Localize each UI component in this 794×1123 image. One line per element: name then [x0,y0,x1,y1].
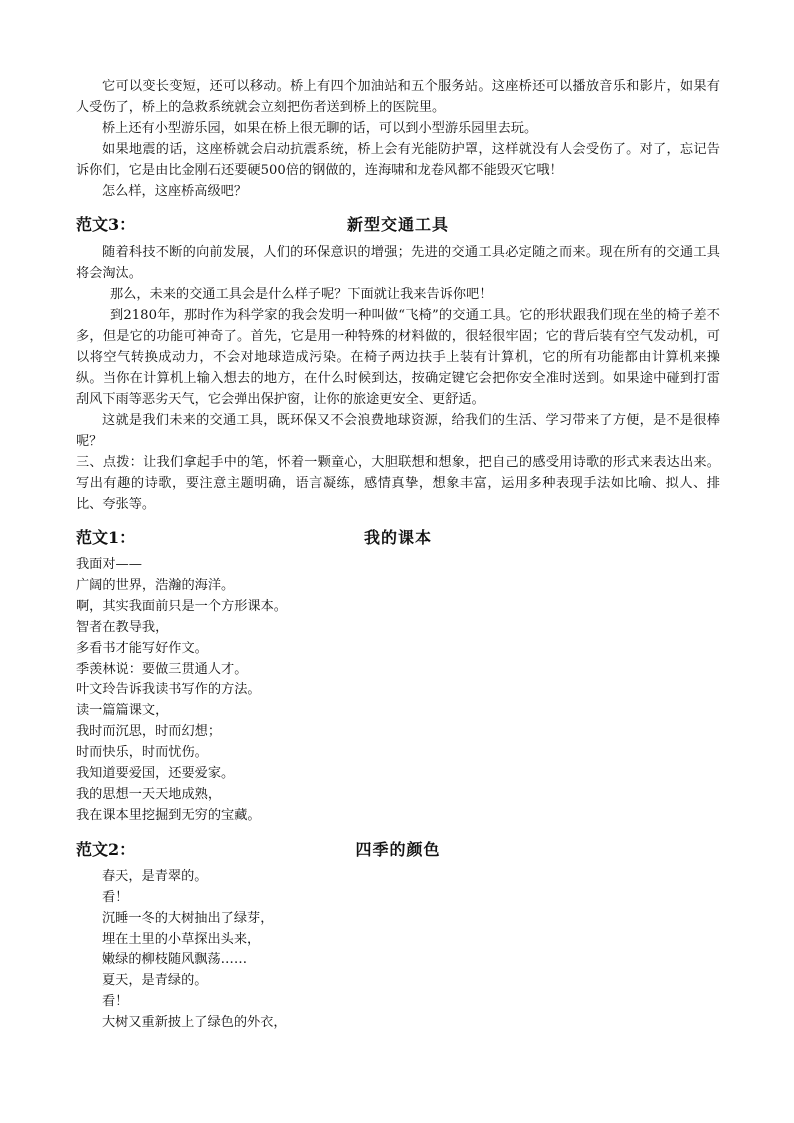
section-heading [76,523,720,551]
poem-line: 多看书才能写好作文。 [76,640,208,656]
intro-paragraph: 如果地震的话，这座桥就会启动抗震系统，桥上会有光能防护罩，这样就没有人会受伤了。对了，忘记告诉你们，它是由比金刚石还要硬500倍的钢做的，连海啸和龙卷风都不能毁灭它哦！ [76,142,720,178]
section-title: 四季的颜色 [355,839,441,859]
poem-line: 啊，其实我面前只是一个方形课本。 [76,598,287,614]
poem-line: 时而快乐，时而忧伤。 [76,745,208,761]
poem-line: 季羡林说：要做三贯通人才。 [76,661,248,677]
poem-line: 我时而沉思，时而幻想； [76,724,222,740]
section-label: 范文1： [76,528,136,547]
poem-line: 夏天，是青绿的。 [102,973,208,989]
section-heading [76,835,720,863]
poem-line: 沉睡一冬的大树抽出了绿芽， [102,910,274,926]
section-label: 范文3： [76,215,136,234]
intro-paragraph: 它可以变长变短，还可以移动。桥上有四个加油站和五个服务站。这座桥还可以播放音乐和影片，如果有人受伤了，桥上的急救系统就会立刻把伤者送到桥上的医院里。 [76,79,720,115]
poem-line: 读一篇篇课文， [76,703,169,719]
guidance-paragraph: 三、点拨：让我们拿起手中的笔，怀着一颗童心，大胆联想和想象，把自己的感受用诗歌的形式来表达出来。写出有趣的诗歌，要注意主题明确，语言凝练，感情真挚，想象丰富，运用多种表现手法如比喻、拟人、排比、夸张等。 [76,455,720,512]
poem-line: 智者在教导我， [76,619,169,635]
poem-line: 看！ [102,889,129,905]
poem-line: 我的思想一天天地成熟， [76,786,222,802]
poem-line: 大树又重新披上了绿色的外衣， [102,1015,287,1031]
poem-line: 我面对—— [76,557,142,572]
intro-paragraph: 桥上还有小型游乐园，如果在桥上很无聊的话，可以到小型游乐园里去玩。 [102,121,538,136]
poem-line: 嫩绿的柳枝随风飘荡…… [102,952,248,968]
poem-line: 埋在土里的小草探出头来， [102,931,261,947]
body-paragraph: 随着科技不断的向前发展，人们的环保意识的增强；先进的交通工具必定随之而来。现在所有的交通工具将会淘汰。 [76,245,720,281]
section-title: 我的课本 [363,528,432,547]
poem-line: 我知道要爱国，还要爱家。 [76,766,235,782]
poem-body [76,555,720,827]
body-paragraph: 到2180年，那时作为科学家的我会发明一种叫做“飞椅”的交通工具。它的形状跟我们现在坐的椅子差不多，但是它的功能可神奇了。首先，它是用一种特殊的材料做的，很轻很牢固；它的背后装有空气发动机，可以将空气转换成动力，不会对地球造成污染。在椅子两边扶手上装有计算机，它的所有功能都由计算机来操纵。当你在计算机上输入想去的地方，在什么时候到达，按确定键它会把你安全准时送到。如果途中碰到打雷刮风下雨等恶劣天气，它会弹出保护窗，让你的旅途更安全、更舒适。 [76,308,720,407]
section-label: 范文2： [76,839,136,859]
poem-line: 看！ [102,994,129,1010]
poem-line: 叶文玲告诉我读书写作的方法。 [76,682,261,698]
body-paragraph: 那么，未来的交通工具会是什么样子呢？下面就让我来告诉你吧！ [110,287,493,302]
poem-line: 春天，是青翠的。 [102,868,208,884]
document-page [76,76,720,1034]
section-heading [76,210,720,238]
poem-line: 我在课本里挖掘到无穷的宝藏。 [76,807,261,823]
poem-line: 广阔的世界，浩瀚的海洋。 [76,577,235,593]
section-title: 新型交通工具 [346,215,449,234]
body-paragraph: 这就是我们未来的交通工具，既环保又不会浪费地球资源，给我们的生活、学习带来了方便，是不是很棒呢？ [76,413,720,449]
poem-body [76,867,720,1034]
intro-paragraph: 怎么样，这座桥高级吧？ [102,184,248,199]
